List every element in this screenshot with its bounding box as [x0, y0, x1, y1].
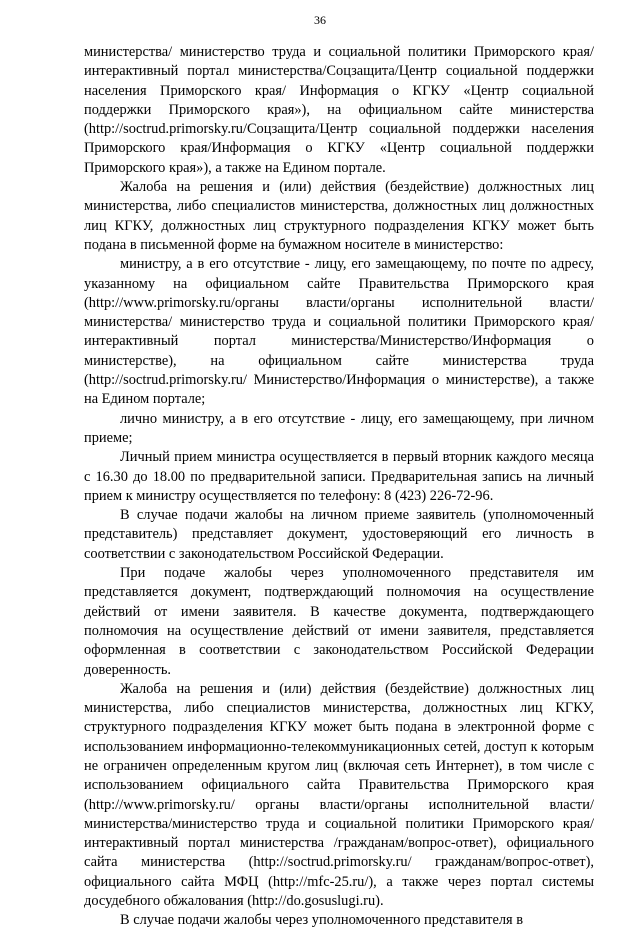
paragraph-identity-document: В случае подачи жалобы на личном приеме заявитель (уполномоченный представитель) представляет документ, удостоверяющий его личность в соответствии с законодательством Российской Федерации.	[84, 507, 594, 562]
paragraph-continuation: министерства/ министерство труда и социальной политики Приморского края/интерактивный портал министерства/Соцзащита/Центр социальной поддержки населения Приморского края/ Информация о КГКУ «Центр социальной поддержки Приморского края»), на официальном сайте министерства (http://soctrud.primorsky.ru/Соцзащита/Центр социальной поддержки населения Приморского края/Информация о КГКУ «Центр социальной поддержки Приморского края»), а также на Едином портале.	[84, 44, 594, 176]
paragraph-in-person: лично министру, а в его отсутствие - лицу, его замещающему, при личном приеме;	[84, 410, 594, 446]
document-body	[84, 43, 594, 931]
paragraph-complaint-paper: Жалоба на решения и (или) действия (бездействие) должностных лиц министерства, либо специалистов министерства, должностных лиц должностных лиц КГКУ, должностных лиц структурного подразделения КГКУ может быть подана в письменной форме на бумажном носителе в министерство:	[84, 179, 594, 253]
paragraph-electronic-form: Жалоба на решения и (или) действия (бездействие) должностных лиц министерства, либо специалистов министерства, должностных лиц КГКУ, структурного подразделения КГКУ может быть подана в электронной форме с использованием информационно-телекоммуникационных сетей, доступ к которым не ограничен определенным кругом лиц (включая сеть Интернет), в том числе с использованием официального сайта Правительства Приморского края (http://www.primorsky.ru/ органы власти/органы исполнительной власти/министерства/министерство труда и социальной политики Приморского края/интерактивный портал министерства /гражданам/вопрос-ответ), официального сайта министерства (http://soctrud.primorsky.ru/ гражданам/вопрос-ответ), официального сайта МФЦ (http://mfc-25.ru/), а также через портал системы досудебного обжалования (http://do.gosuslugi.ru).	[84, 680, 594, 910]
paragraph-by-post: министру, а в его отсутствие - лицу, его замещающему, по почте по адресу, указанному на официальном сайте Правительства Приморского края (http://www.primorsky.ru/органы власти/органы исполнительной власти/ министерства/ министерство труда и социальной политики Приморского края/интерактивный портал министерства/Министерство/Информация о министерстве), на официальном сайте министерства труда (http://soctrud.primorsky.ru/ Министерство/Информация о министерстве), а также на Едином портале;	[84, 256, 594, 408]
paragraph-reception-schedule: Личный прием министра осуществляется в первый вторник каждого месяца с 16.30 до 18.00 по предварительной записи. Предварительная запись на личный прием к министру осуществляется по телефону: 8 (423) 226-72-96.	[84, 449, 594, 504]
paragraph-final-line: В случае подачи жалобы через уполномоченного представителя в	[120, 912, 524, 929]
paragraph-representative: При подаче жалобы через уполномоченного представителя им представляется документ, подтверждающий полномочия на осуществление действий от имени заявителя. В качестве документа, подтверждающего полномочия на осуществление действий от имени заявителя, представляется оформленная в соответствии с законодательством Российской Федерации доверенность.	[84, 565, 594, 678]
page-number: 36	[314, 13, 326, 27]
